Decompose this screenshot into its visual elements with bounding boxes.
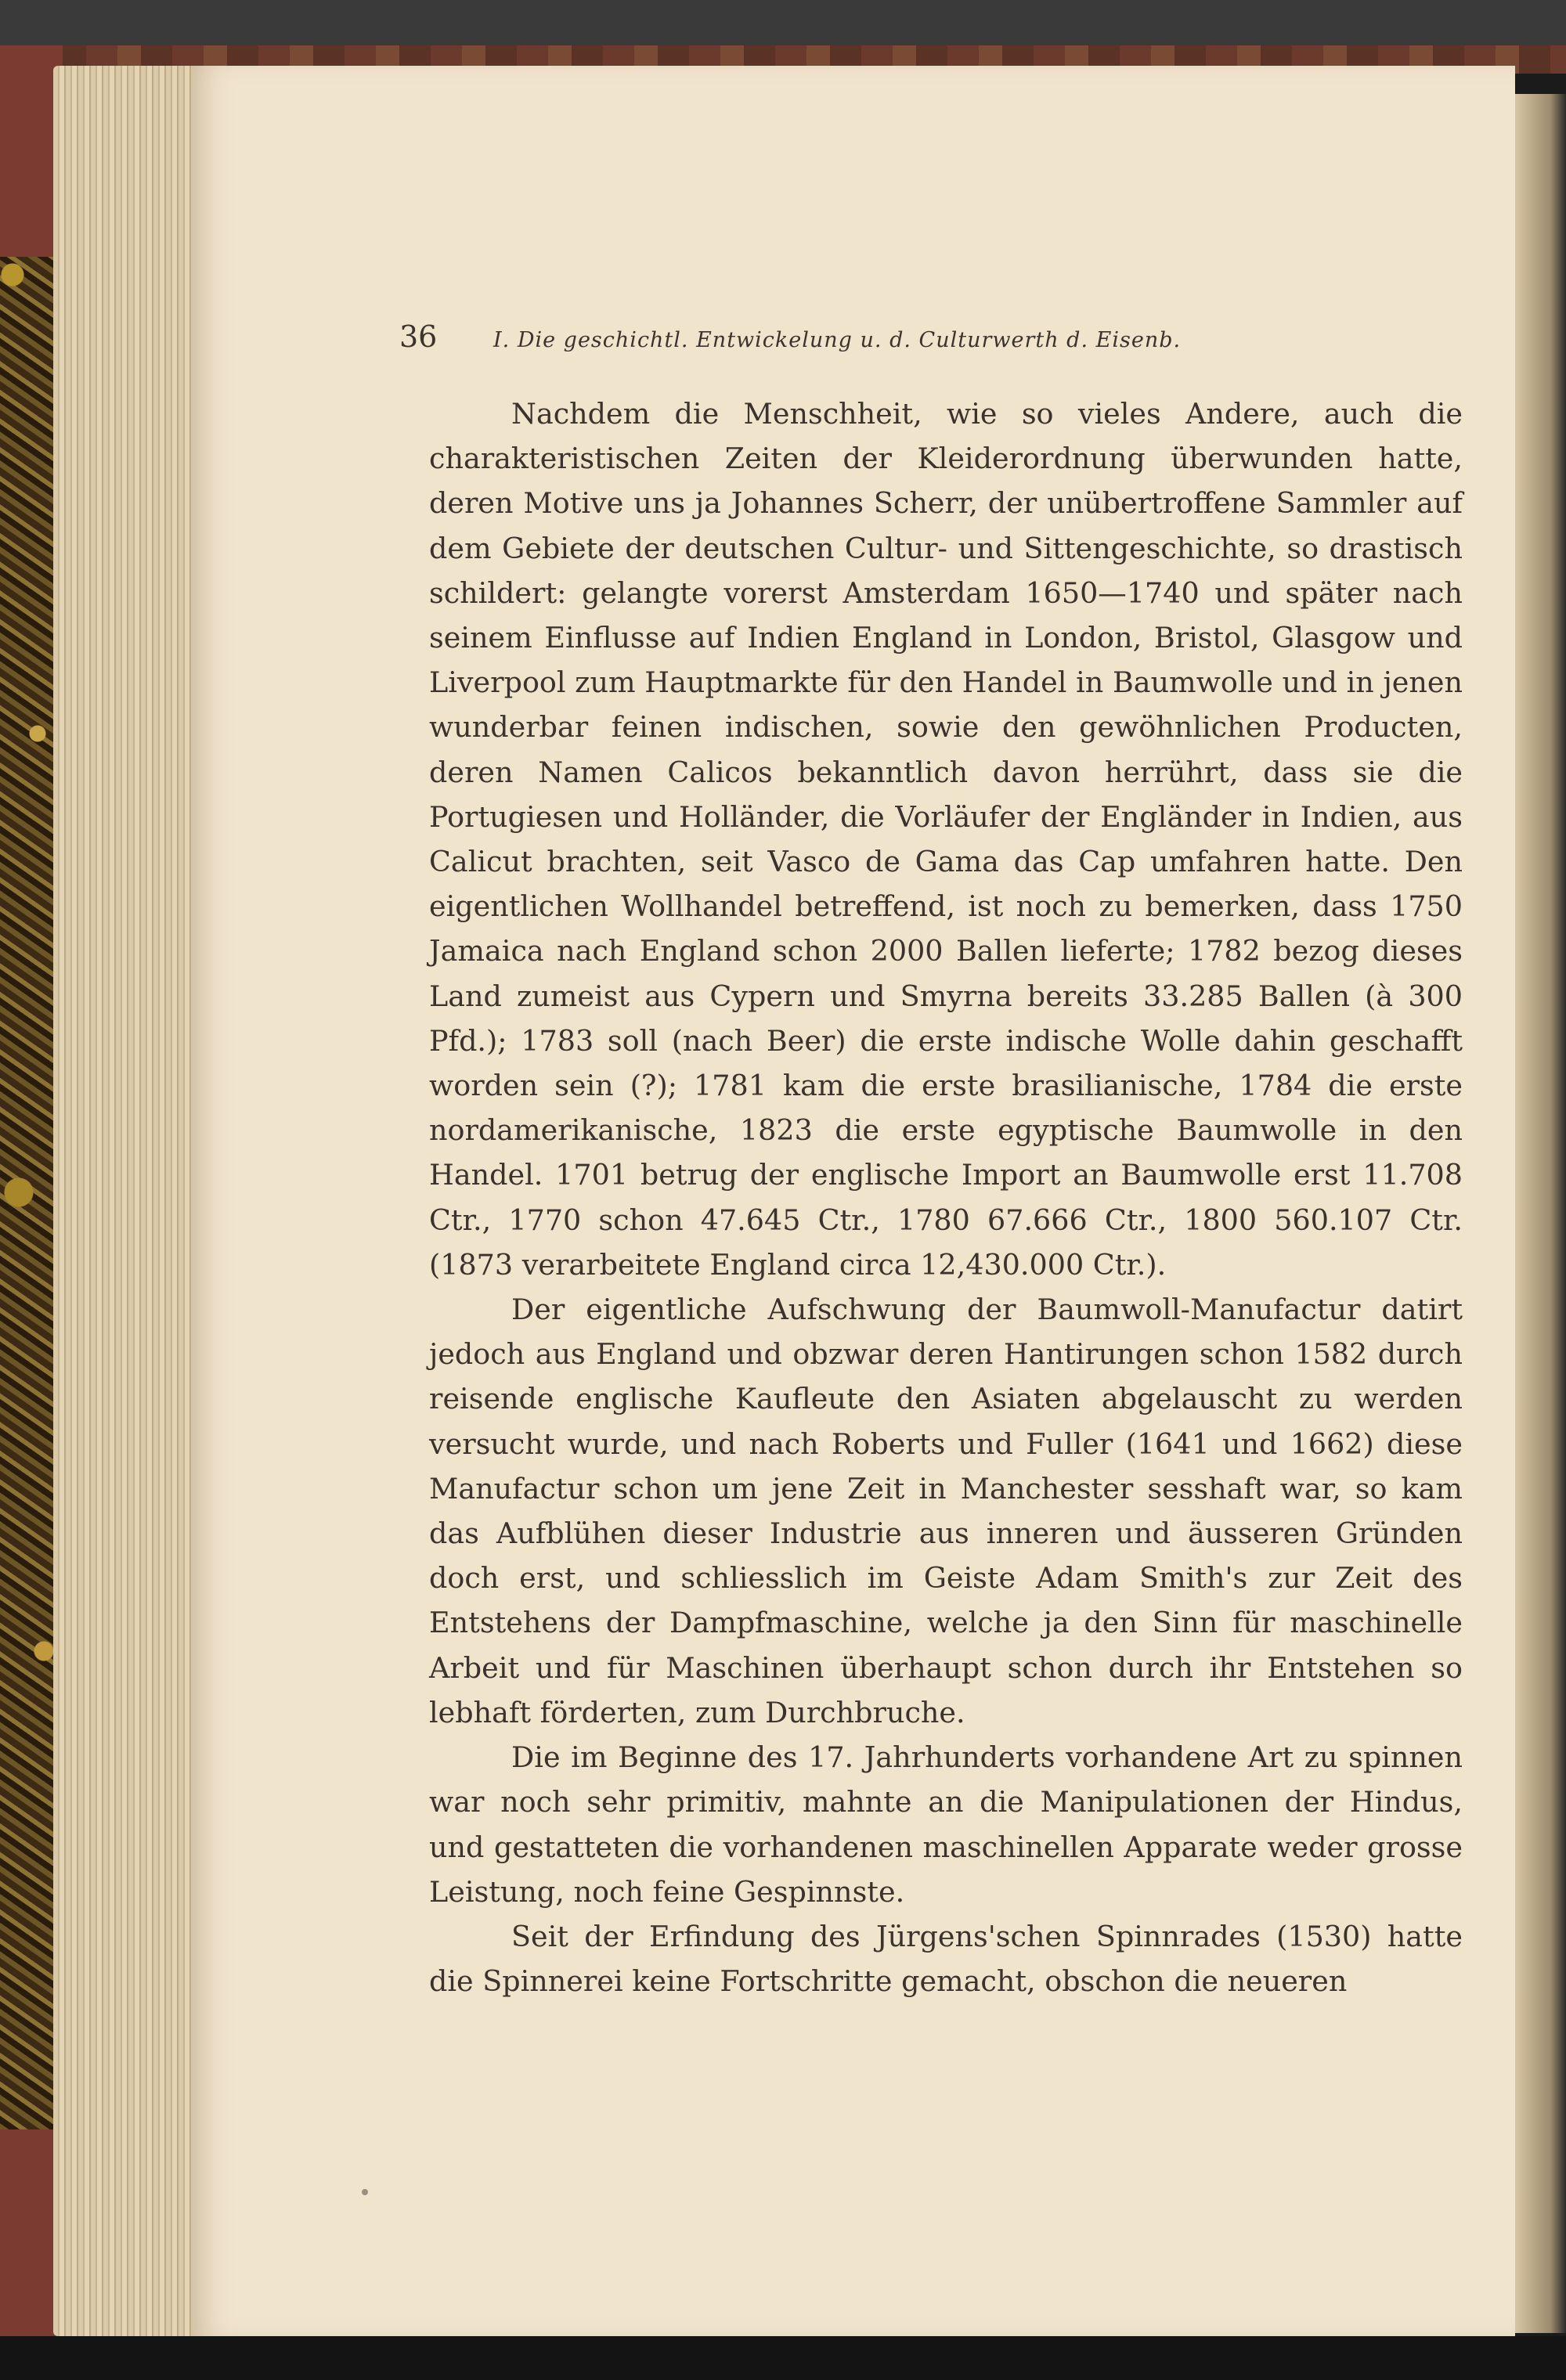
paragraph: Der eigentliche Aufschwung der Baumwoll-Manufactur datirt jedoch aus England und obzwar deren Hantirungen schon 1582 durch reisende englische Kaufleute den Asiaten abgelauscht zu werden versucht wurde, und nach Roberts und Fuller (1641 und 1662) diese Manufactur schon um jene Zeit in Manchester sesshaft war, so kam das Aufblühen dieser Industrie aus inneren und äusseren Gründen doch erst, und schliesslich im Geiste Adam Smith's zur Zeit des Entstehens der Dampfmaschine, welche ja den Sinn für maschinelle Arbeit und für Maschinen überhaupt schon durch ihr Entstehen so lebhaft förderten, zum Durchbruche. (429, 1293, 1463, 1729)
page-number: 36 (399, 319, 438, 354)
running-title: I. Die geschichtl. Entwickelung u. d. Culturwerth d. Eisenb. (493, 328, 1182, 352)
paragraph: Nachdem die Menschheit, wie so vieles Andere, auch die charakteristischen Zeiten der Kleiderordnung überwunden hatte, deren Motive uns ja Johannes Scherr, der unübertroffene Sammler auf dem Gebiete der deutschen Cultur- und Sittengeschichte, so drastisch schildert: gelangte vorerst Amsterdam 1650—1740 und später nach seinem Einflusse auf Indien England in London, Bristol, Glasgow und Liverpool zum Hauptmarkte für den Handel in Baumwolle und in jenen wunderbar feinen indischen, sowie den gewöhnlichen Producten, deren Namen Calicos bekanntlich davon herrührt, dass sie die Portugiesen und Holländer, die Vorläufer der Engländer in Indien, aus Calicut brachten, seit Vasco de Gama das Cap umfahren hatte. Den eigentlichen Wollhandel betreffend, ist noch zu bemerken, dass 1750 Jamaica nach England schon 2000 Ballen lieferte; 1782 bezog dieses Land zumeist aus Cypern und Smyrna bereits 33.285 Ballen (à 300 Pfd.); 1783 soll (nach Beer) die erste indische Wolle dahin geschafft worden sein (?); 1781 kam die erste brasilianische, 1784 die erste nordamerikanische, 1823 die erste egyptische Baumwolle in den Handel. 1701 betrug der englische Import an Baumwolle erst 11.708 Ctr., 1770 schon 47.645 Ctr., 1780 67.666 Ctr., 1800 560.107 Ctr. (1873 verarbeitete England circa 12,430.000 Ctr.). (429, 397, 1463, 1282)
scan-background-top (0, 0, 1566, 45)
right-page-edge (1515, 94, 1566, 2333)
paper-speck (362, 2189, 368, 2195)
paragraph: Die im Beginne des 17. Jahrhunderts vorhandene Art zu spinnen war noch sehr primitiv, mahnte an die Manipulationen der Hindus, und gestatteten die vorhandenen maschinellen Apparate weder grosse Leistung, noch feine Gespinnste. (429, 1740, 1463, 1909)
body-text (429, 391, 1463, 2003)
paragraph: Seit der Erfindung des Jürgens'schen Spinnrades (1530) hatte die Spinnerei keine Fortschritte gemacht, obschon die neueren (429, 1919, 1463, 1999)
page-edges (53, 66, 202, 2336)
running-header (399, 319, 1315, 354)
scan-background-bottom (0, 2336, 1566, 2380)
